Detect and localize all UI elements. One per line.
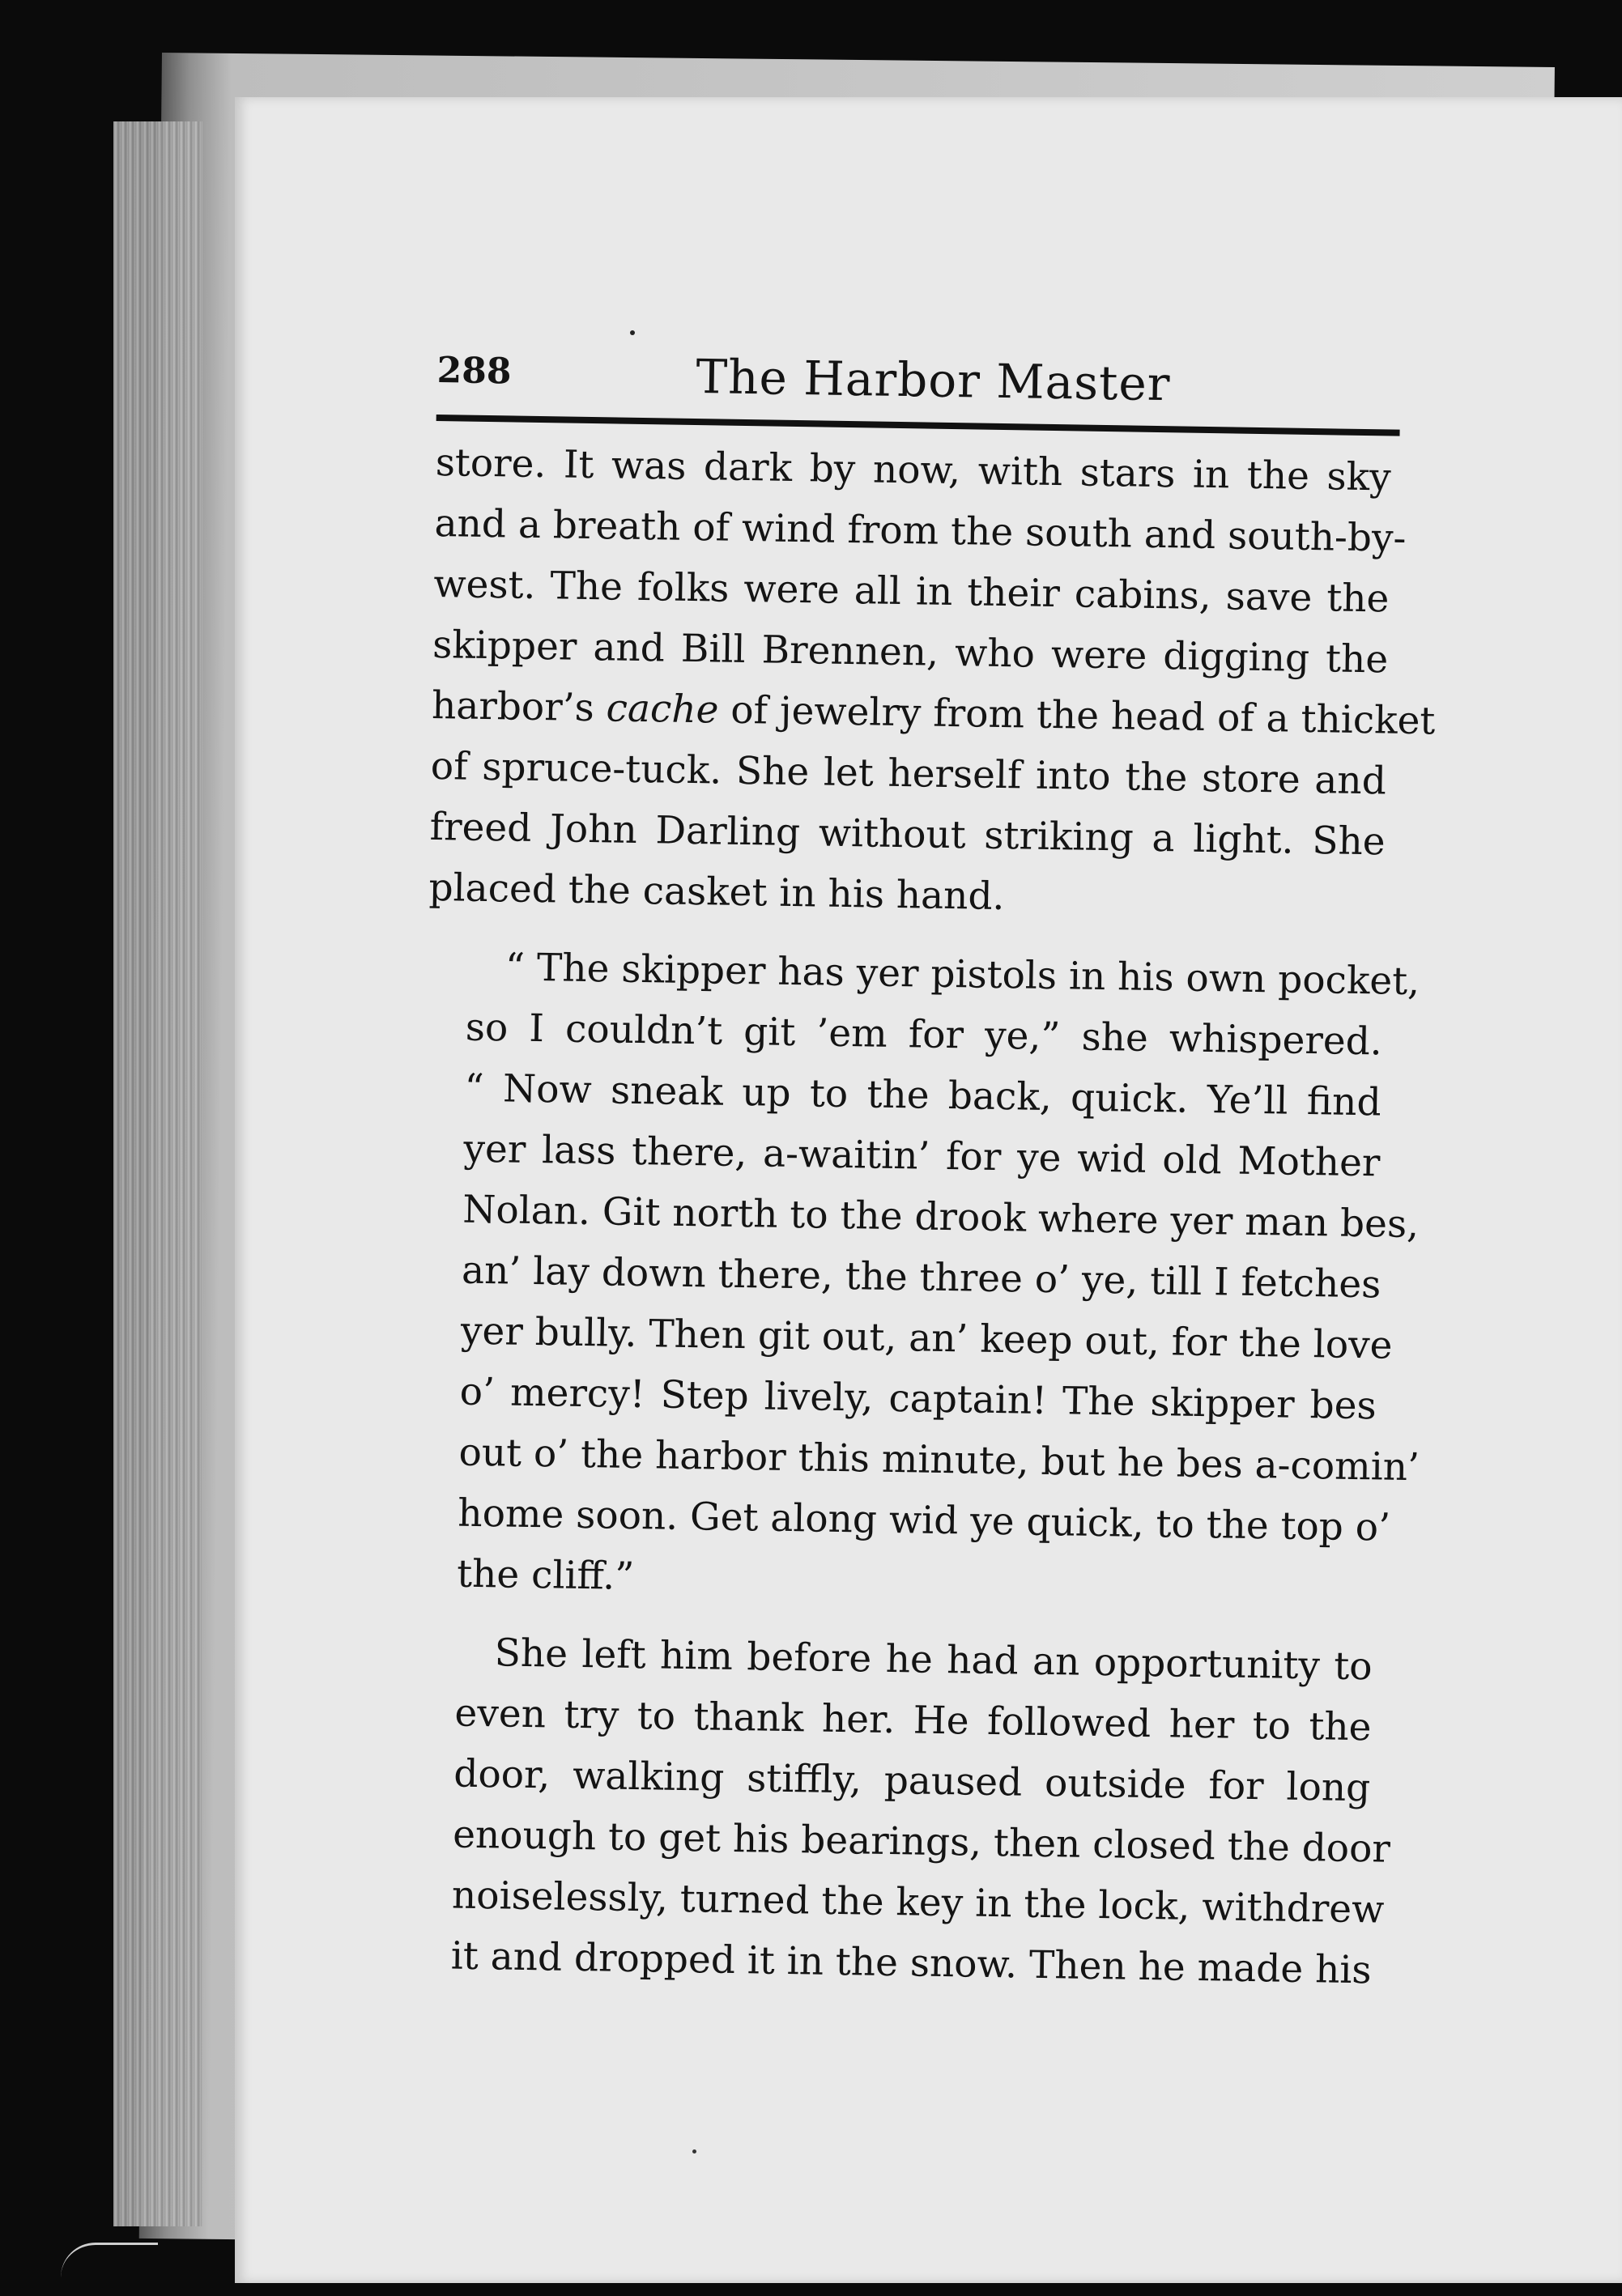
running-header <box>436 350 1417 425</box>
text-line: door, walking stiffly, paused outside for long <box>453 1751 1371 1811</box>
page-edges <box>113 121 202 2226</box>
text-line: harbor’s cache of jewelry from the head of a thicket <box>431 682 1436 744</box>
text-line: freed John Darling without striking a light. She <box>429 804 1386 865</box>
text-line: noiselessly, turned the key in the lock, withdrew <box>451 1873 1385 1932</box>
paragraph <box>428 432 1436 933</box>
text-line: She left him before he had an opportunity to <box>494 1631 1373 1690</box>
paragraph <box>411 1622 1391 2000</box>
page-number: 288 <box>436 350 512 393</box>
text-line: an’ lay down there, the three o’ ye, till I fetches <box>461 1248 1381 1307</box>
text-line: the cliff.” <box>456 1551 635 1600</box>
text-line: skipper and Bill Brennen, who were digging the <box>432 622 1389 682</box>
page-content <box>411 349 1436 2019</box>
text-line: out o’ the harbor this minute, but he bes a-comin’ <box>458 1430 1420 1490</box>
text-line: home soon. Get along wid ye quick, to the top o’ <box>457 1490 1391 1550</box>
text-line: “ The skipper has yer pistols in his own pocket, <box>504 945 1420 1005</box>
text-line: placed the casket in his hand. <box>428 865 1005 920</box>
text-line: o’ mercy! Step lively, captain! The skipper bes <box>459 1369 1377 1429</box>
text-line: store. It was dark by now, with stars in the sky <box>435 440 1392 500</box>
body-text <box>411 432 1436 2000</box>
text-line: enough to get his bearings, then closed the door <box>452 1812 1391 1872</box>
italic-word: cache <box>606 686 719 733</box>
text-line: “ Now sneak up to the back, quick. Ye’ll find <box>464 1065 1381 1125</box>
text-line: west. The folks were all in their cabins, save the <box>433 561 1390 622</box>
text-line: even try to thank her. He followed her to the <box>454 1690 1372 1750</box>
text-line: yer lass there, a-waitin’ for ye wid old Mother <box>463 1126 1381 1186</box>
text-line: so I couldn’t git ’em for ye,” she whispered. <box>465 1005 1383 1065</box>
scan-speck <box>630 330 635 335</box>
scan-speck <box>692 2149 696 2154</box>
running-title: The Harbor Master <box>695 349 1171 412</box>
text-line: of spruce-tuck. She let herself into the store and <box>430 743 1387 804</box>
text-line: Nolan. Git north to the drook where yer man bes, <box>462 1187 1420 1248</box>
paragraph <box>418 936 1420 1618</box>
text-line: and a breath of wind from the south and south-by- <box>434 500 1407 561</box>
text-line: it and dropped it in the snow. Then he made his <box>450 1933 1372 1993</box>
text-line: yer bully. Then git out, an’ keep out, for the love <box>460 1308 1393 1368</box>
scan-artifact <box>61 2243 158 2277</box>
book-page <box>235 97 1622 2283</box>
